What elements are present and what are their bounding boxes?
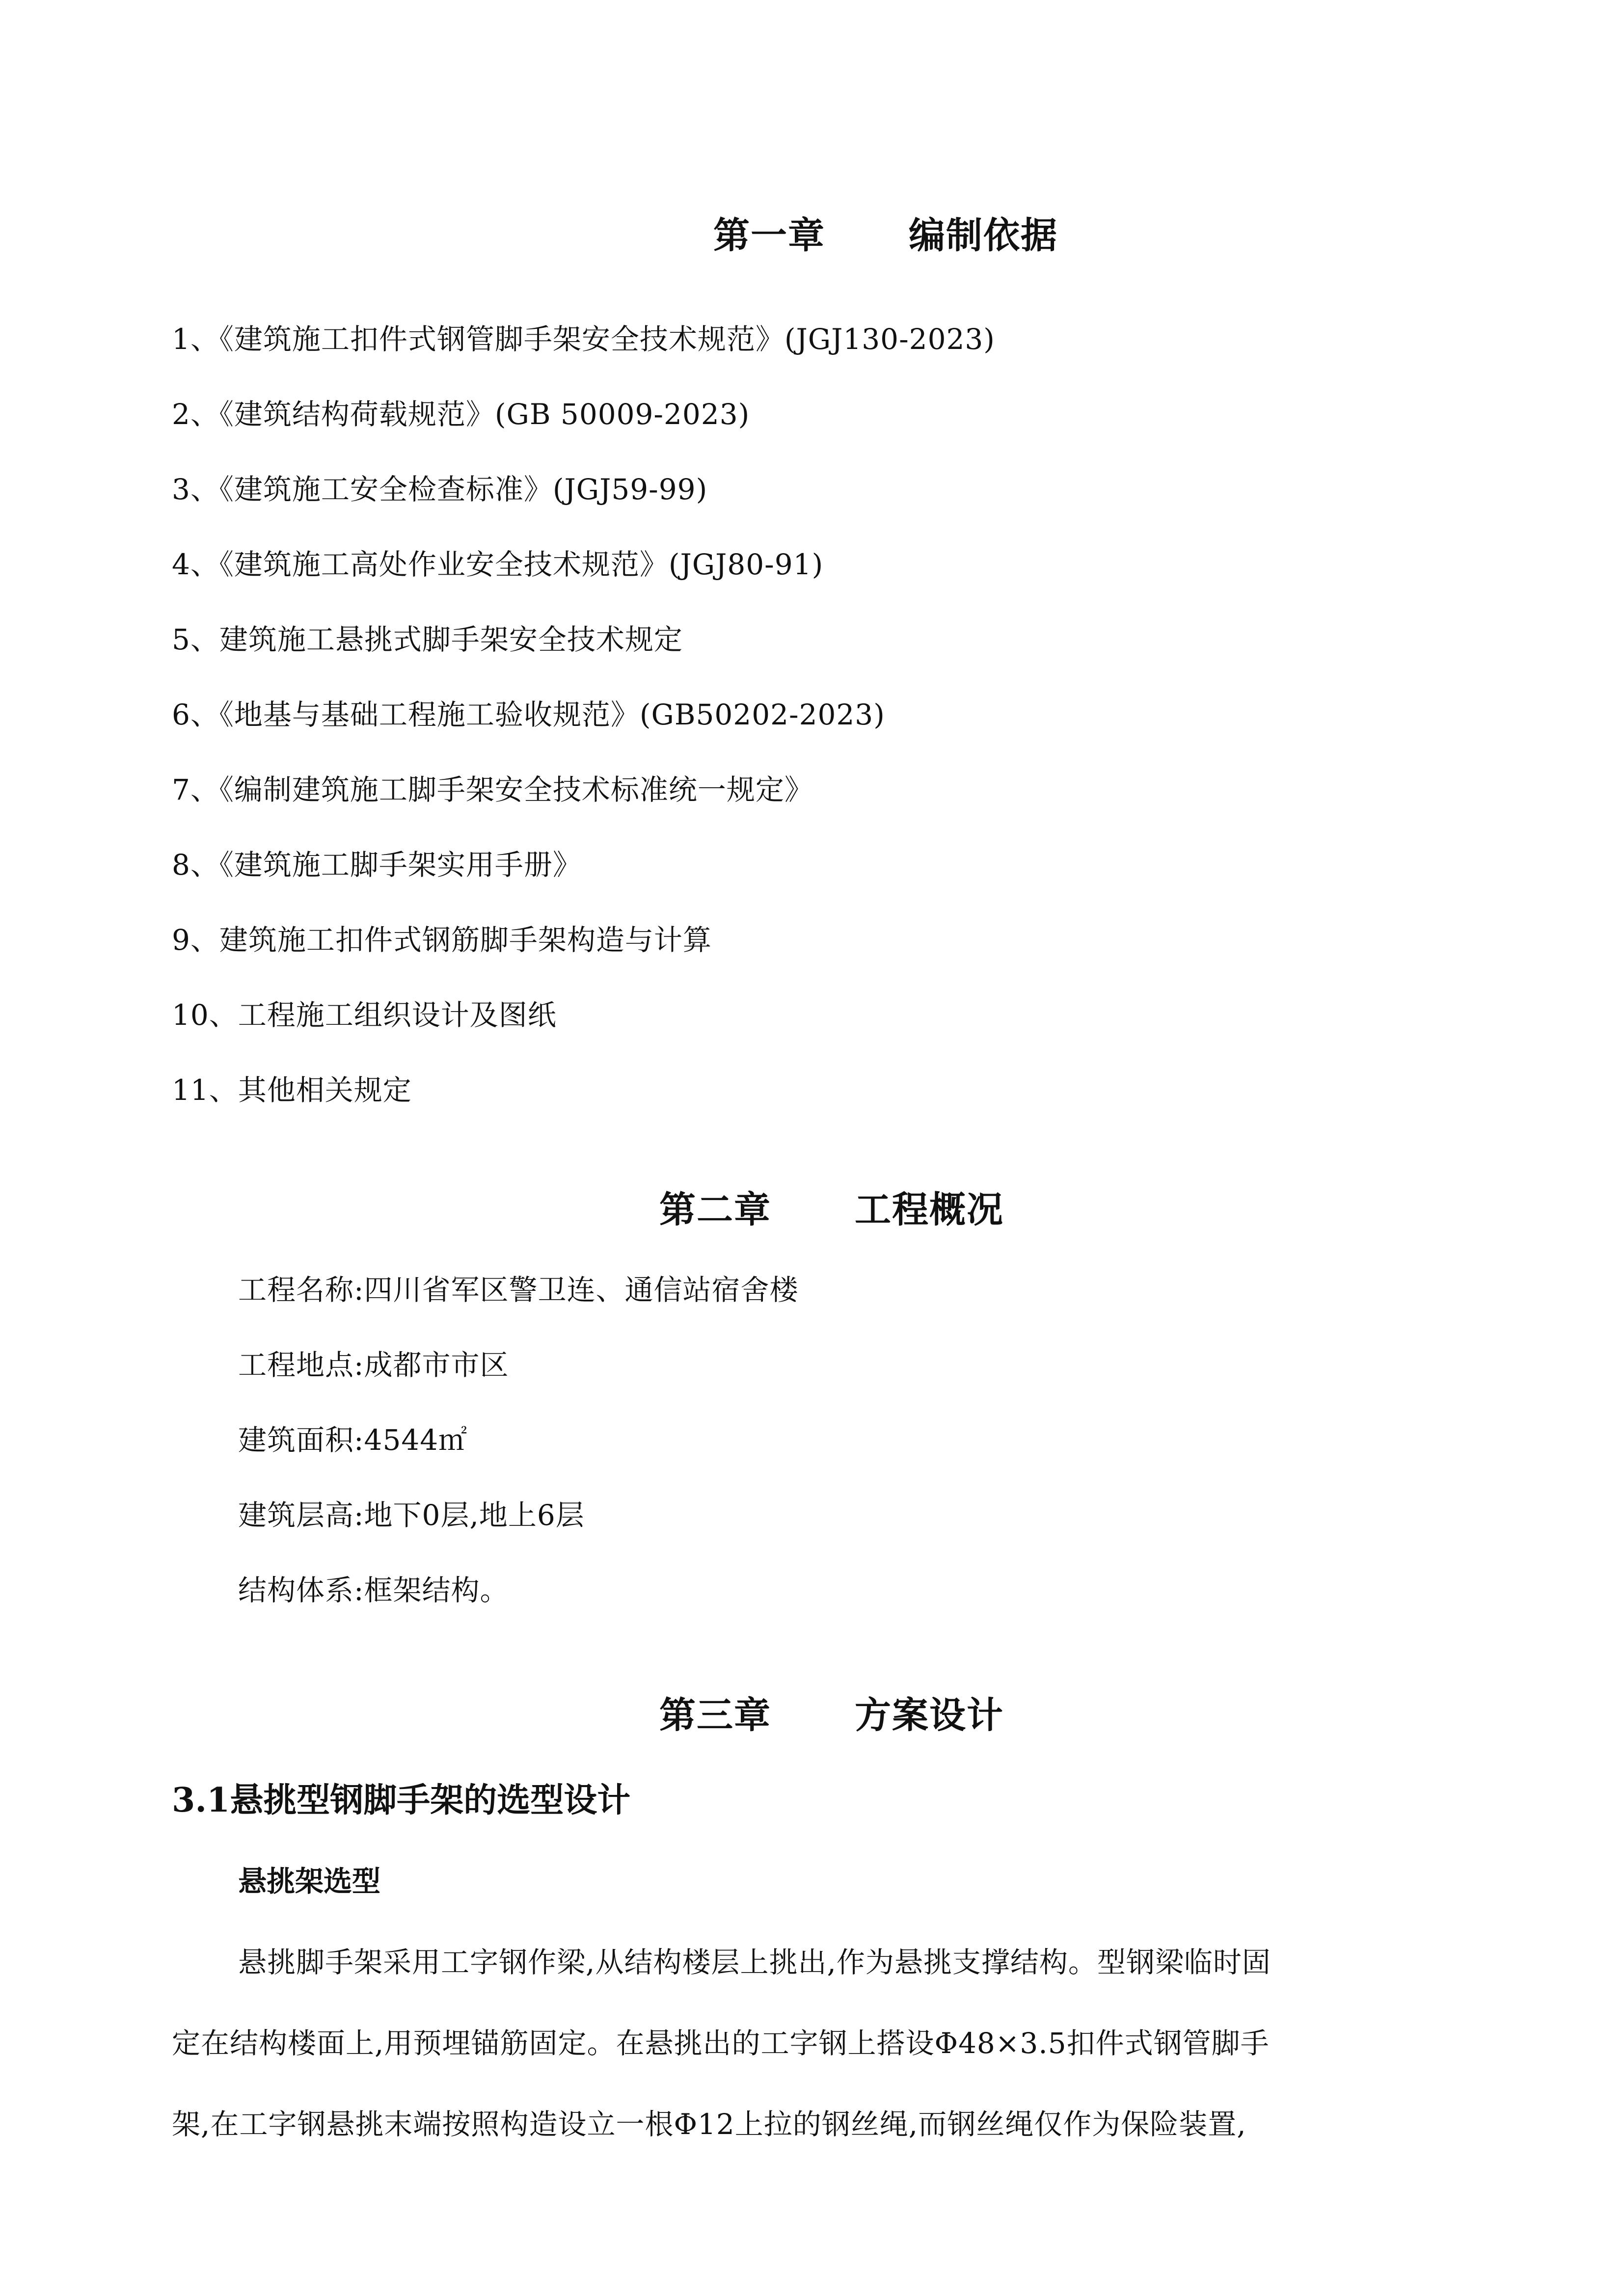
chapter-1-title: 编制依据 [909, 214, 1058, 257]
reference-item-1: 1、《建筑施工扣件式钢管脚手架安全技术规范》(JGJ130-2023) [172, 322, 995, 356]
project-info-structure: 结构体系:框架结构。 [238, 1574, 509, 1607]
project-info-floors: 建筑层高:地下0层,地上6层 [238, 1498, 585, 1532]
project-info-area: 建筑面积:4544㎡ [238, 1423, 468, 1457]
reference-item-8: 8、《建筑施工脚手架实用手册》 [172, 848, 582, 881]
project-info-location: 工程地点:成都市市区 [238, 1348, 509, 1382]
reference-item-3: 3、《建筑施工安全检查标准》(JGJ59-99) [172, 473, 708, 506]
reference-item-5: 5、建筑施工悬挑式脚手架安全技术规定 [172, 623, 683, 656]
reference-item-11: 11、其他相关规定 [172, 1073, 412, 1107]
chapter-1-heading [74, 214, 1624, 258]
reference-item-6: 6、《地基与基础工程施工验收规范》(GB50202-2023) [172, 698, 885, 731]
chapter-2-number: 第二章 [659, 1189, 771, 1231]
chapter-2-heading [20, 1188, 1624, 1232]
reference-item-9: 9、建筑施工扣件式钢筋脚手架构造与计算 [172, 923, 712, 957]
paragraph-line-2: 定在结构楼面上,用预埋锚筋固定。在悬挑出的工字钢上搭设Φ48×3.5扣件式钢管脚手 [172, 2027, 1270, 2060]
reference-item-10: 10、工程施工组织设计及图纸 [172, 998, 557, 1032]
chapter-3-title: 方案设计 [855, 1694, 1004, 1736]
reference-item-4: 4、《建筑施工高处作业安全技术规范》(JGJ80-91) [172, 548, 824, 581]
project-info-name: 工程名称:四川省军区警卫连、通信站宿舍楼 [238, 1273, 799, 1307]
section-3-1-title: 3.1悬挑型钢脚手架的选型设计 [172, 1781, 631, 1820]
chapter-3-number: 第三章 [659, 1694, 771, 1736]
subsection-cantilever-selection: 悬挑架选型 [238, 1865, 381, 1898]
paragraph-line-1: 悬挑脚手架采用工字钢作梁,从结构楼层上挑出,作为悬挑支撑结构。型钢梁临时固 [238, 1946, 1271, 1979]
chapter-3-heading [20, 1693, 1624, 1737]
paragraph-line-3: 架,在工字钢悬挑末端按照构造设立一根Φ12上拉的钢丝绳,而钢丝绳仅作为保险装置, [172, 2108, 1246, 2141]
reference-item-7: 7、《编制建筑施工脚手架安全技术标准统一规定》 [172, 773, 813, 806]
reference-item-2: 2、《建筑结构荷载规范》(GB 50009-2023) [172, 398, 750, 431]
chapter-2-title: 工程概况 [855, 1189, 1004, 1231]
chapter-1-number: 第一章 [713, 214, 825, 257]
